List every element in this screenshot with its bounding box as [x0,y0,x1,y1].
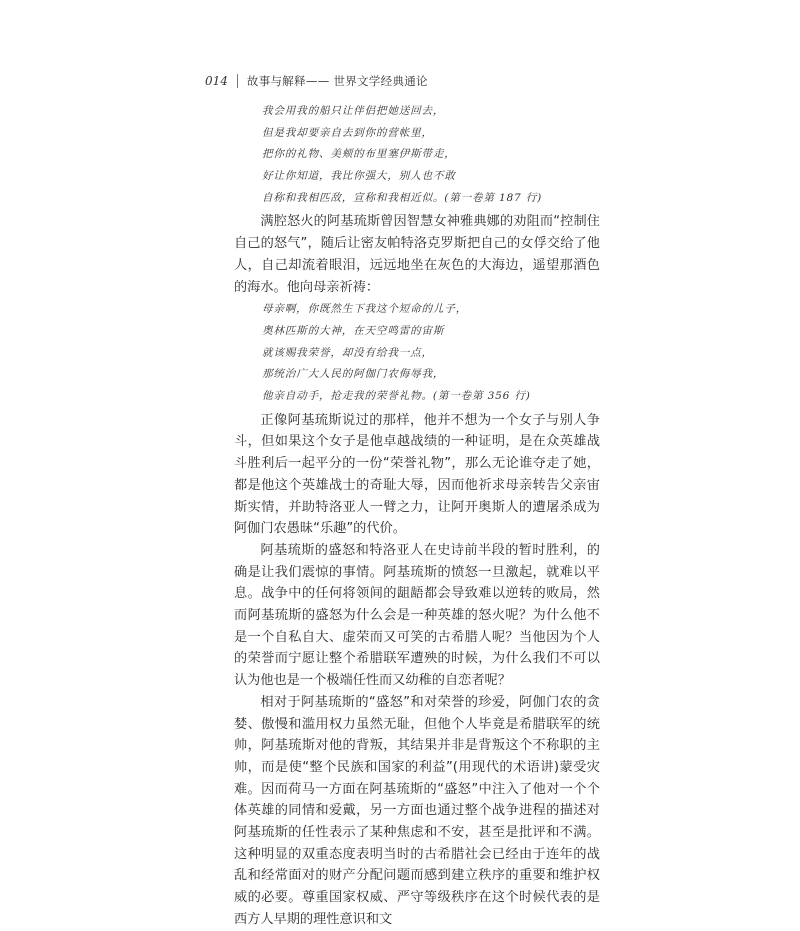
verse-quote-1 [262,101,600,209]
page-header [205,70,625,92]
verse-line: 奥林匹斯的大神，在天空鸣雷的宙斯 [262,324,445,337]
verse-line: 把你的礼物、美颊的布里塞伊斯带走， [262,148,456,161]
header-divider [237,74,238,88]
running-title: 故事与解释—— 世界文学经典通论 [246,74,428,88]
verse-line: 我会用我的船只让伴侣把她送回去， [262,105,445,117]
verse-line: 母亲啊，你既然生下我这个短命的儿子， [262,303,468,316]
paragraph-2: 正像阿基琉斯说过的那样，他并不想为一个女子与别人争斗，但如果这个女子是他卓越战绩的一种证明，是在众英雄战斗胜利后一起平分的一份“荣誉礼物”，那么无论谁夺走了她，都是他这个英雄战士的奇耻大辱，因而他祈求母亲转告父亲宙斯实情，并助特洛亚人一臂之力，让阿开奥斯人的遭屠杀成为阿伽门农愚昧“乐趣”的代价。 [234,412,600,537]
page-number: 014 [205,74,228,88]
paragraph-3: 阿基琉斯的盛怒和特洛亚人在史诗前半段的暂时胜利，的确是让我们震惊的事情。阿基琉斯的愤怒一旦激起，就难以平息。战争中的任何将领间的龃龉都会导致难以逆转的败局，然而阿基琉斯的盛怒为什么会是一种英雄的怒火呢？为什么他不是一个自私自大、虚荣而又可笑的古希腊人呢？当他因为个人的荣誉而宁愿让整个希腊联军遭殃的时候，为什么我们不可以认为他也是一个极端任性而又幼稚的自恋者呢？ [234,542,600,689]
verse-line: 自称和我相匹敌，宣称和我相近似。(第一卷第 187 行) [262,191,543,204]
verse-line: 就该赐我荣誉，却没有给我一点， [262,346,433,359]
paragraph-4: 相对于阿基琉斯的“盛怒”和对荣誉的珍爱，阿伽门农的贪婪、傲慢和滥用权力虽然无耻，但他个人毕竟是希腊联军的统帅，阿基琉斯对他的背叛，其结果并非是背叛这个不称职的主帅，而是使“整个民族和国家的利益”(用现代的术语讲)蒙受灾难。因而荷马一方面在阿基琉斯的“盛怒”中注入了他对一个个体英雄的同情和爱戴，另一方面也通过整个战争进程的描述对阿基琉斯的任性表示了某种焦虑和不安，甚至是批评和不满。这种明显的双重态度表明当时的古希腊社会已经由于连年的战乱和经常面对的财产分配问题而感到建立秩序的重要和维护权威的必要。尊重国家权威、严守等级秩序在这个时候代表的是西方人早期的理性意识和文 [234,694,600,927]
verse-quote-2 [262,299,600,407]
paragraph-1: 满腔怒火的阿基琉斯曾因智慧女神雅典娜的劝阻而“控制住自己的怒气”，随后让密友帕特洛克罗斯把自己的女俘交给了他人，自己却流着眼泪，远远地坐在灰色的大海边，遥望那酒色的海水。他向母亲祈祷： [234,214,600,295]
page-body [234,100,600,931]
verse-line: 但是我却要亲自去到你的营帐里， [262,126,433,139]
verse-line: 好让你知道，我比你强大，别人也不敢 [262,170,456,183]
verse-line: 那统治广大人民的阿伽门农侮辱我， [262,368,445,381]
verse-line: 他亲自动手，抢走我的荣誉礼物。(第一卷第 356 行) [262,390,531,402]
